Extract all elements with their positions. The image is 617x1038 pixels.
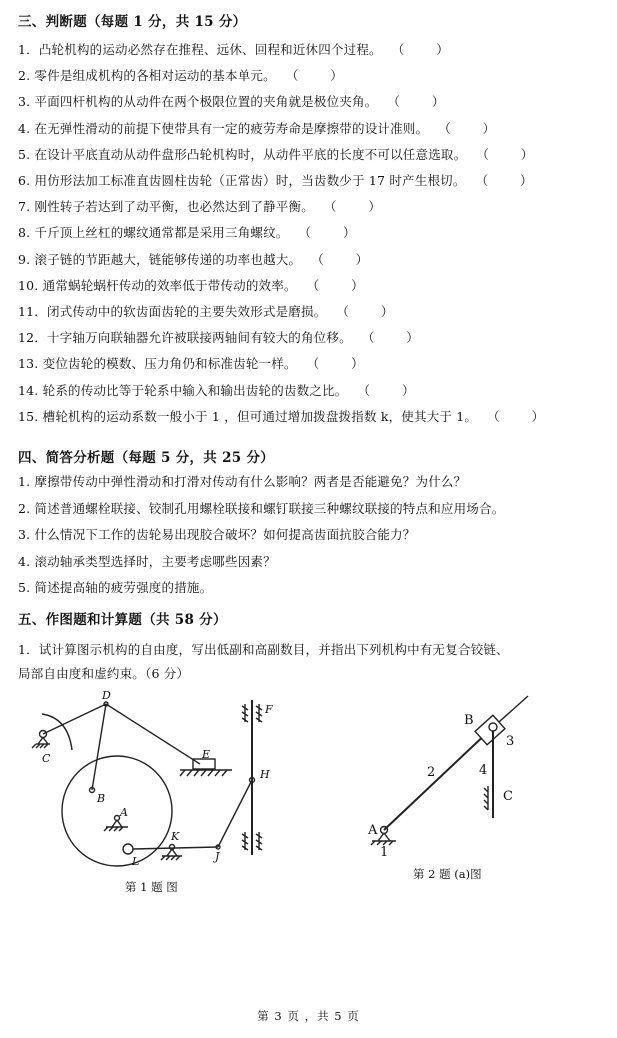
fig1-label-E: E xyxy=(202,748,211,761)
question-3-15 xyxy=(18,407,558,425)
fig2-label-C: C xyxy=(503,789,513,804)
question-3-12 xyxy=(18,328,433,346)
fig1-label-A: A xyxy=(120,806,128,819)
question-text: 11．闭式传动中的软齿面齿轮的主要失效形式是磨损。 xyxy=(18,304,327,319)
answer-blank[interactable]: （ ） xyxy=(311,251,383,267)
question-5-1-line1: 1．试计算图示机构的自由度，写出低副和高副数目，并指出下列机构中有无复合铰链、 xyxy=(18,642,509,657)
question-text: 7. 刚性转子若达到了动平衡，也必然达到了静平衡。 xyxy=(18,199,314,215)
section-3-title: 三、判断题（每题 1 分，共 15 分） xyxy=(18,14,247,30)
fig1-label-L: L xyxy=(132,855,140,868)
answer-blank[interactable]: （ ） xyxy=(285,68,357,84)
answer-blank[interactable]: （ ） xyxy=(438,120,510,136)
question-4-2: 2. 简述普通螺栓联接、铰制孔用螺栓联接和螺钉联接三种螺纹联接的特点和应用场合。 xyxy=(18,500,505,516)
question-3-14 xyxy=(18,381,428,399)
fig2-label-3: 3 xyxy=(506,734,515,749)
cam-disk xyxy=(62,756,172,866)
question-text: 6. 用仿形法加工标准直齿圆柱齿轮（正常齿）时，当齿数少于 17 时产生根切。 xyxy=(18,173,466,188)
figure-2-caption: 第 2 题 (a)图 xyxy=(413,867,482,881)
figure-1-caption: 第 1 题 图 xyxy=(125,880,178,894)
answer-blank[interactable]: （ ） xyxy=(306,277,378,293)
question-text: 10. 通常蜗轮蜗杆传动的效率低于带传动的效率。 xyxy=(18,277,297,293)
answer-blank[interactable]: （ ） xyxy=(357,382,429,398)
section-4-title: 四、简答分析题（每题 5 分，共 25 分） xyxy=(18,450,275,466)
answer-blank[interactable]: （ ） xyxy=(306,356,378,372)
fig1-label-B: B xyxy=(97,792,106,805)
fig2-label-2: 2 xyxy=(427,765,436,780)
question-text: 3. 平面四杆机构的从动件在两个极限位置的夹角就是极位夹角。 xyxy=(18,94,378,110)
section-5-title: 五、作图题和计算题（共 58 分） xyxy=(18,612,227,628)
question-text: 15. 槽轮机构的运动系数一般小于 1 ，但可通过增加拨盘拨指数 k，使其大于 1。 xyxy=(18,408,478,424)
fig2-label-4: 4 xyxy=(479,763,488,778)
question-text: 8. 千斤顶上丝杠的螺纹通常都是采用三角螺纹。 xyxy=(18,225,289,241)
fig1-label-H: H xyxy=(260,768,270,781)
fig2-label-A: A xyxy=(368,823,378,838)
answer-blank[interactable]: （ ） xyxy=(387,94,459,110)
question-3-7 xyxy=(18,197,395,215)
fig1-label-J: J xyxy=(215,850,220,863)
fig2-label-B: B xyxy=(464,713,474,728)
question-3-13 xyxy=(18,354,378,372)
question-3-9 xyxy=(18,250,382,268)
question-text: 4. 在无弹性滑动的前提下使带具有一定的疲劳寿命是摩擦带的设计准则。 xyxy=(18,120,429,136)
question-4-1: 1. 摩擦带传动中弹性滑动和打滑对传动有什么影响？两者是否能避免？为什么？ xyxy=(18,474,467,489)
question-3-2 xyxy=(18,66,357,84)
question-3-5 xyxy=(18,145,547,163)
question-text: 1．凸轮机构的运动必然存在推程、远休、回程和近休四个过程。 xyxy=(18,42,382,57)
answer-blank[interactable]: （ ） xyxy=(298,225,370,241)
question-3-4 xyxy=(18,119,509,137)
answer-blank[interactable]: （ ） xyxy=(323,199,395,215)
fig1-label-D: D xyxy=(102,690,111,702)
question-text: 9. 滚子链的节距越大，链能够传递的功率也越大。 xyxy=(18,251,302,267)
question-4-3: 3. 什么情况下工作的齿轮易出现胶合破坏？如何提高齿面抗胶合能力？ xyxy=(18,527,416,542)
fig2-label-1: 1 xyxy=(380,845,389,860)
fig1-label-F: F xyxy=(265,703,273,716)
answer-blank[interactable]: （ ） xyxy=(336,304,408,319)
question-text: 2. 零件是组成机构的各相对运动的基本单元。 xyxy=(18,68,276,84)
question-4-5: 5. 简述提高轴的疲劳强度的措施。 xyxy=(18,580,213,595)
question-3-10 xyxy=(18,276,378,294)
figure-2-mechanism xyxy=(360,690,550,860)
question-3-1 xyxy=(18,40,463,58)
question-text: 14. 轮系的传动比等于轮系中输入和输出齿轮的齿数之比。 xyxy=(18,382,348,398)
question-5-1-line2: 局部自由度和虚约束。（6 分） xyxy=(18,666,190,681)
page-footer: 第 3 页 ，共 5 页 xyxy=(257,1009,360,1023)
answer-blank[interactable]: （ ） xyxy=(475,173,547,188)
question-3-6 xyxy=(18,171,547,189)
question-3-11 xyxy=(18,302,407,320)
question-text: 13. 变位齿轮的模数、压力角仍和标准齿轮一样。 xyxy=(18,356,297,372)
answer-blank[interactable]: （ ） xyxy=(476,146,548,162)
question-4-4: 4. 滚动轴承类型选择时，主要考虑哪些因素？ xyxy=(18,553,276,569)
question-text: 5. 在设计平底直动从动件盘形凸轮机构时，从动件平底的长度不可以任意选取。 xyxy=(18,146,467,162)
fig1-label-C: C xyxy=(42,752,51,765)
answer-blank[interactable]: （ ） xyxy=(361,330,433,346)
question-3-8 xyxy=(18,223,370,241)
figure-1-mechanism xyxy=(20,690,300,870)
question-3-3 xyxy=(18,92,458,110)
fig1-label-K: K xyxy=(171,830,180,843)
answer-blank[interactable]: （ ） xyxy=(487,408,559,424)
answer-blank[interactable]: （ ） xyxy=(391,42,463,57)
question-text: 12．十字轴万向联轴器允许被联接两轴间有较大的角位移。 xyxy=(18,330,352,346)
